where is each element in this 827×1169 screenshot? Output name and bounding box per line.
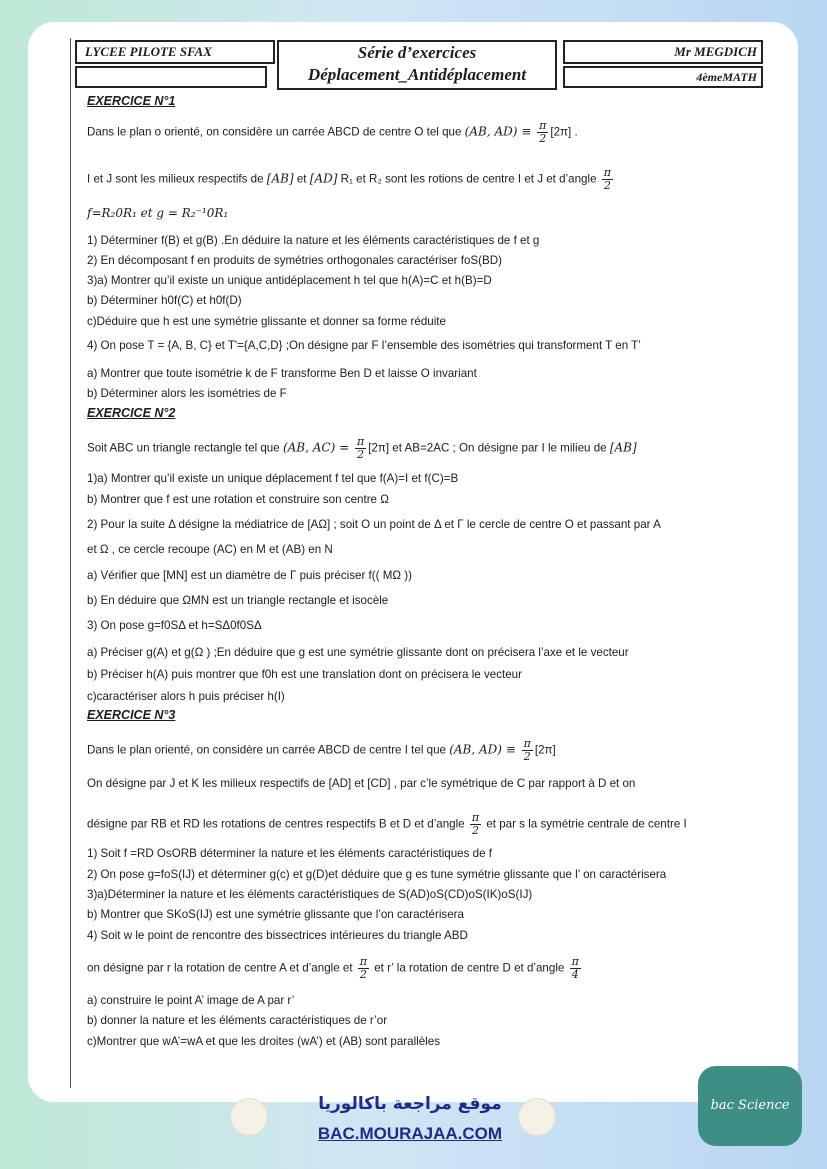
site-logo-left [230,1098,268,1136]
ex2-q3b: b) Préciser h(A) puis montrer que f0h est une translation dont on précisera le vecteur [87,668,522,681]
ex2-q2c: a) Vérifier que [MN] est un diamètre de Γ puis préciser f(( MΩ )) [87,569,412,582]
ex3-line-3-end: et par s la symétrie centrale de centre I [483,817,687,831]
ex3-q3a: 3)a)Déterminer la nature et les éléments caractéristiques de S(AD)oS(CD)oS(IK)oS(IJ) [87,888,533,901]
ex3-q4b: b) donner la nature et les éléments caractéristiques de r’or [87,1014,388,1027]
ex2-q2d: b) En déduire que ΩMN est un triangle rectangle et isocèle [87,594,389,607]
ex2-frac-pi-2: $\frac{\pi}{2}$ [356,435,365,461]
site-name-arabic[interactable]: موقع مراجعة باكالوريا [318,1094,502,1114]
ex2-line-1 [87,436,637,461]
ex1-line-1-text: Dans le plan o orienté, on considère un carrée ABCD de centre O tel que [87,125,465,139]
header-blank-box [75,66,267,88]
ex1-frac-pi-2: $\frac{\pi}{2}$ [539,119,547,145]
ex2-line-1-text: Soit ABC un triangle rectangle tel que [87,441,283,455]
ex3-line-1-end: [2π] [534,743,556,757]
exercise-1-heading: EXERCICE N°1 [87,94,176,108]
exercise-3-heading: EXERCICE N°3 [87,708,176,722]
exercise-2-heading: EXERCICE N°2 [87,406,176,420]
ex1-line-2 [87,167,615,192]
series-title [277,40,557,90]
ex3-q4c: c)Montrer que wA’=wA et que les droites (wA’) et (AB) sont parallèles [87,1035,441,1048]
ex3-q4: 4) Soit w le point de rencontre des bissectrices intérieures du triangle ABD [87,929,468,942]
title-line-1: Série d’exercices [357,43,477,62]
ex1-q4a: a) Montrer que toute isométrie k de F transforme Ben D et laisse O invariant [87,367,477,380]
exercise-page [70,38,771,1088]
ex3-line-3-text: désigne par RB et RD les rotations de centres respectifs B et D et d’angle [87,817,468,831]
ex1-line-1 [87,120,578,145]
ex3-q4-line [87,956,583,981]
segment-ad: [AD] [309,171,338,186]
ex1-line-2-and: et [293,172,310,186]
ex1-line-2-text: I et J sont les milieux respectifs de [87,172,267,186]
ex3-q1: 1) Soit f =RD OsORB déterminer la nature et les éléments caractéristiques de f [87,847,492,860]
ex1-q2: 2) En décomposant f en produits de symétries orthogonales caractériser foS(BD) [87,254,502,267]
ex3-q4a: a) construire le point A’ image de A par r’ [87,994,295,1007]
ex3-q4-end: et r’ la rotation de centre D et d’angle [371,961,568,975]
school-name: LYCEE PILOTE SFAX [75,40,275,64]
teacher-name: Mr MEGDICH [563,40,763,64]
ex1-frac-pi-2b: $\frac{\pi}{2}$ [603,166,611,192]
ex1-line-2-end: R₁ et R₂ sont les rotions de centre I et J et d’angle [337,172,600,186]
ex3-frac-pi-2b: $\frac{\pi}{2}$ [471,811,480,837]
ex2-q1b: b) Montrer que f est une rotation et construire son centre Ω [87,493,389,506]
ex1-line-1-end: [2π] . [550,125,578,139]
ex2-q3c: c)caractériser alors h puis préciser h(I) [87,690,285,703]
ex3-line-3 [87,812,687,837]
ex1-line-3: f=R₂0R₁ et g = R₂⁻¹0R₁ [87,206,229,220]
ex2-q3: 3) On pose g=f0SΔ et h=SΔ0f0SΔ [87,619,262,632]
ex1-q4b: b) Déterminer alors les isométries de F [87,387,287,400]
bac-science-badge: bac Science [698,1066,802,1146]
ex1-q3b: b) Déterminer h0f(C) et h0f(D) [87,294,242,307]
ex1-q4: 4) On pose T = {A, B, C} et T'={A,C,D} ;On désigne par F l’ensemble des isométries qui transforment T en T’ [87,339,641,352]
ex2-q2b: et Ω , ce cercle recoupe (AC) en M et (AB) en N [87,543,333,556]
ex1-angle: (AB, AD) ≡ [464,124,536,139]
ex3-q2: 2) On pose g=foS(IJ) et déterminer g(c) et g(D)et déduire que g es tune symétrie glissante que l’ on caractérisera [87,868,667,881]
ex1-q3c: c)Déduire que h est une symétrie glissante et donner sa forme réduite [87,315,446,328]
ex1-q3a: 3)a) Montrer qu’il existe un unique antidéplacement h tel que h(A)=C et h(B)=D [87,274,492,287]
ex3-frac-pi-2c: $\frac{\pi}{2}$ [359,955,368,981]
ex3-frac-pi-2: $\frac{\pi}{2}$ [523,737,531,763]
ex1-q1: 1) Déterminer f(B) et g(B) .En déduire la nature et les éléments caractéristiques de f et g [87,234,540,247]
site-logo-right [518,1098,556,1136]
ex2-angle: (AB, AC) = [282,440,353,455]
ex2-q3a: a) Préciser g(A) et g(Ω ) ;En déduire que g est une symétrie glissante dont on précisera l’axe et le vecteur [87,646,629,659]
class-level: 4èmeMATH [563,66,763,88]
title-line-2: Déplacement_Antidéplacement [307,65,527,84]
ex2-q2: 2) Pour la suite Δ désigne la médiatrice de [AΩ] ; soit O un point de Δ et Γ le cercle de centre O et passant par A [87,518,661,531]
site-url-link[interactable]: BAC.MOURAJAA.COM [317,1124,503,1143]
ex3-line-1-text: Dans le plan orienté, on considère un carrée ABCD de centre I tel que [87,743,450,757]
ex2-q1a: 1)a) Montrer qu’il existe un unique déplacement f tel que f(A)=I et f(C)=B [87,472,459,485]
ex3-frac-pi-4: $\frac{\pi}{4}$ [571,955,579,981]
ex2-line-1-end: [2π] et AB=2AC ; On désigne par I le milieu de [368,441,610,455]
segment-ab: [AB] [266,171,294,186]
ex3-q4-text: on désigne par r la rotation de centre A et d’angle et [87,961,356,975]
ex3-angle: (AB, AD) ≡ [449,742,520,757]
ex3-line-2: On désigne par J et K les milieux respectifs de [AD] et [CD] , par c’le symétrique de C par rapport à D et on [87,777,636,790]
segment-ab-2: [AB] [609,440,637,455]
ex3-q3b: b) Montrer que SKoS(IJ) est une symétrie glissante que l’on caractérisera [87,908,464,921]
ex3-line-1 [87,738,556,763]
